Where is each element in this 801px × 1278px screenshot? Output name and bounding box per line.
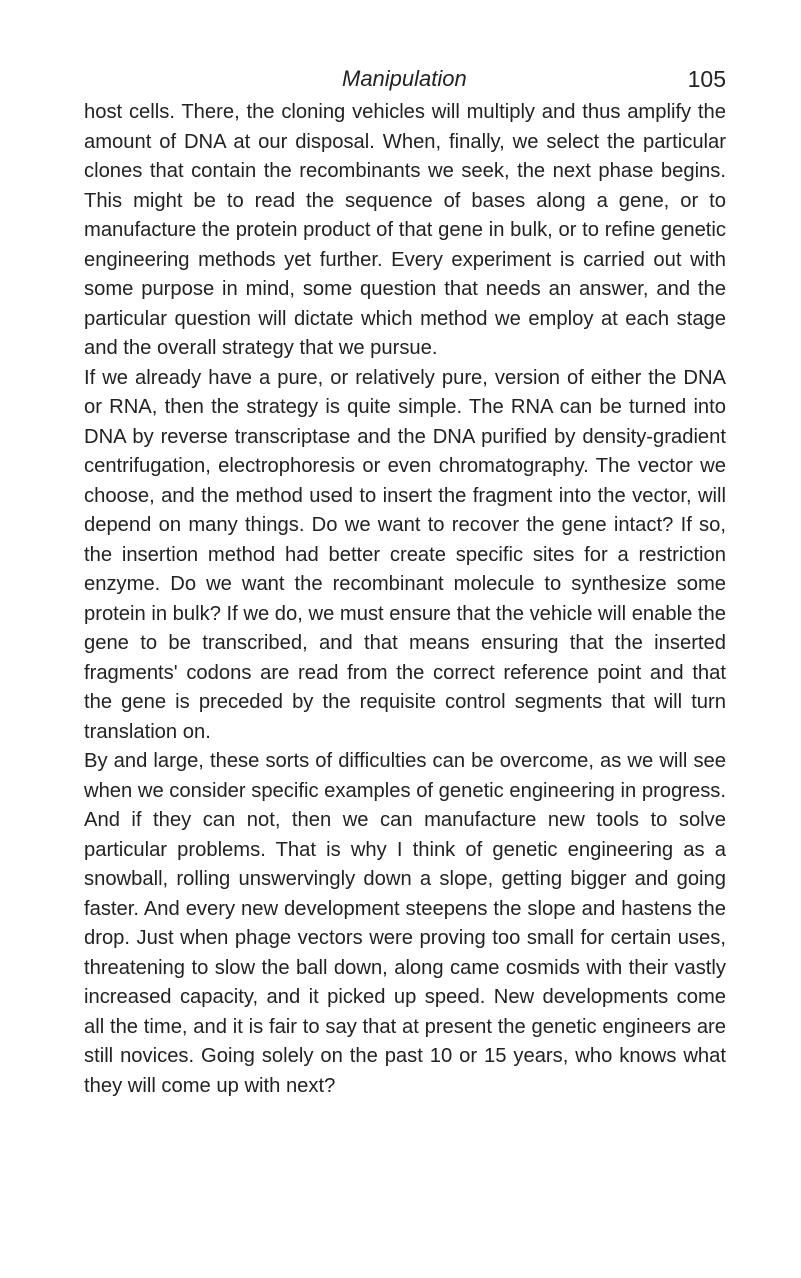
running-title: Manipulation xyxy=(342,66,467,91)
page-header xyxy=(342,64,726,98)
paragraph-3: By and large, these sorts of difficulties can be overcome, as we will see when we consider specific examples of genetic engineering in progress. And if they can not, then we can manufacture new tools to solve particular problems. That is why I think of genetic engineering as a snowball, rolling unswervingly down a slope, getting bigger and going faster. And every new development steepens the slope and hastens the drop. Just when phage vectors were proving too small for certain uses, threatening to slow the ball down, along came cosmids with their vastly increased capacity, and it picked up speed. New developments come all the time, and it is fair to say that at present the genetic engineers are still novices. Going solely on the past 10 or 15 years, who knows what they will come up with next? xyxy=(84,750,726,1097)
paragraph-2: If we already have a pure, or relatively pure, version of either the DNA or RNA, then the strategy is quite simple. The RNA can be turned into DNA by reverse transcriptase and the DNA purified by density-gradient centrifugation, electrophoresis or even chromatography. The vector we choose, and the method used to insert the fragment into the vector, will depend on many things. Do we want to recover the gene intact? If so, the insertion method had better create specific sites for a restriction enzyme. Do we want the recombinant molecule to synthesize some protein in bulk? If we do, we must ensure that the vehicle will enable the gene to be transcribed, and that means ensuring that the inserted fragments' codons are read from the correct reference point and that the gene is preceded by the requisite control segments that will turn translation on. xyxy=(84,366,726,743)
paragraph-1: host cells. There, the cloning vehicles will multiply and thus amplify the amount of DNA at our disposal. When, finally, we select the particular clones that contain the recombinants we seek, the next phase begins. This might be to read the sequence of bases along a gene, or to manufacture the protein product of that gene in bulk, or to refine genetic engineering methods yet further. Every experiment is carried out with some purpose in mind, some question that needs an answer, and the particular question will dictate which method we employ at each stage and the overall strategy that we pursue. xyxy=(84,101,726,359)
page-number: 105 xyxy=(687,66,726,92)
page-body xyxy=(84,98,726,1101)
